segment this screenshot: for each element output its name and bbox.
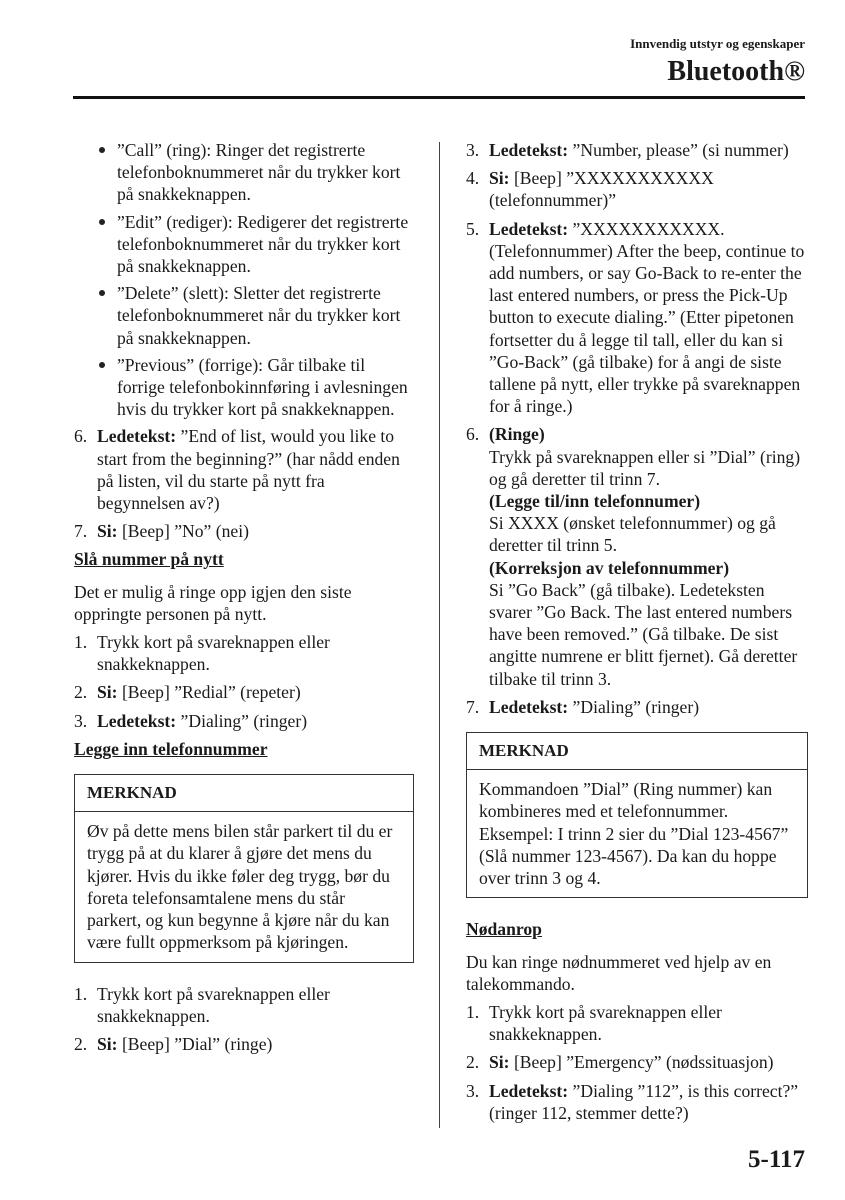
step-number: 2. bbox=[74, 1033, 88, 1054]
step-number: 2. bbox=[74, 682, 88, 703]
page-number: 5-117 bbox=[748, 1146, 805, 1173]
step-text: ”Number, please” (si nummer) bbox=[568, 140, 789, 160]
step-number: 2. bbox=[466, 1052, 480, 1073]
step-keyword: Si: bbox=[489, 168, 510, 189]
step-keyword: Ledetekst: bbox=[97, 426, 177, 447]
step-item bbox=[74, 631, 414, 675]
step-list bbox=[74, 425, 414, 542]
step-subheading: (Korreksjon av telefonnummer) bbox=[489, 557, 730, 578]
redial-step-list bbox=[74, 631, 414, 732]
step-keyword: Si: bbox=[97, 521, 118, 542]
step-item bbox=[74, 520, 414, 542]
step-number: 7. bbox=[74, 521, 88, 542]
bullet-item bbox=[74, 354, 414, 421]
dial-step-list bbox=[466, 139, 808, 718]
step-text: Si XXXX (ønsket telefonnummer) og gå deretter til trinn 5. bbox=[489, 513, 776, 556]
step-subheading: (Legge til/inn telefonnumer) bbox=[489, 491, 701, 512]
step-text: Trykk kort på svareknappen eller snakkeknappen. bbox=[97, 632, 330, 675]
right-column bbox=[466, 139, 808, 1130]
step-item bbox=[466, 696, 808, 718]
step-item bbox=[466, 167, 808, 211]
step-text: Trykk kort på svareknappen eller snakkeknappen. bbox=[489, 1001, 722, 1045]
step-text: ”Dialing ”112”, is this correct?” (ringer 112, stemmer dette?) bbox=[489, 1080, 799, 1123]
step-text: [Beep] ”Redial” (repeter) bbox=[117, 682, 301, 703]
step-number: 5. bbox=[466, 218, 480, 239]
redial-heading: Slå nummer på nytt bbox=[74, 549, 224, 570]
step-number: 7. bbox=[466, 696, 480, 717]
step-number: 3. bbox=[466, 1080, 480, 1101]
note-body: Kommandoen ”Dial” (Ring nummer) kan kombineres med et telefonnummer. Eksempel: I trinn 2 sier du ”Dial 123-4567” (Slå nummer 123-4567). Da kan du hoppe over trinn 3 og 4. bbox=[479, 779, 789, 889]
step-item bbox=[74, 425, 414, 514]
page-title: Bluetooth® bbox=[667, 56, 805, 87]
left-column bbox=[74, 139, 414, 1061]
step-text: [Beep] ”Dial” (ringe) bbox=[117, 1033, 273, 1054]
step-item bbox=[74, 681, 414, 703]
bullet-dot-icon bbox=[99, 362, 105, 368]
step-number: 3. bbox=[74, 710, 88, 731]
step-number: 1. bbox=[74, 983, 88, 1004]
step-text: ”End of list, would you like to start from the beginning?” (har nådd enden på listen, vil du starte på nytt fra begynnelsen av?) bbox=[97, 426, 400, 514]
step-text: [Beep] ”No” (nei) bbox=[117, 521, 249, 542]
step-item bbox=[466, 1080, 808, 1124]
step-number: 4. bbox=[466, 168, 480, 189]
step-text: ”Dialing” (ringer) bbox=[568, 696, 700, 717]
step-keyword: Si: bbox=[489, 1052, 510, 1073]
step-item bbox=[466, 1001, 808, 1045]
step-keyword: Si: bbox=[97, 1033, 118, 1054]
bullet-text: ”Call” (ring): Ringer det registrerte telefonboknummeret når du trykker kort på snakkeknappen. bbox=[117, 140, 401, 205]
step-item bbox=[466, 139, 808, 161]
step-item bbox=[74, 710, 414, 732]
step-keyword: Ledetekst: bbox=[489, 1080, 569, 1101]
step-keyword: Ledetekst: bbox=[489, 140, 569, 160]
section-title: Innvendig utstyr og egenskaper bbox=[630, 36, 805, 51]
emergency-heading: Nødanrop bbox=[466, 919, 542, 940]
note-box bbox=[466, 732, 808, 898]
bullet-text: ”Delete” (slett): Sletter det registrerte telefonboknummeret når du trykker kort på snakkeknappen. bbox=[117, 283, 401, 348]
bullet-item bbox=[74, 282, 414, 349]
step-item bbox=[74, 983, 414, 1027]
emergency-step-list bbox=[466, 1001, 808, 1124]
step-text: Si ”Go Back” (gå tilbake). Ledeteksten svarer ”Go Back. The last entered numbers have been removed.” (Gå tilbake. De sist angitte numrene er blitt fjernet). Gå deretter tilbake til trinn 3. bbox=[489, 579, 798, 689]
step-keyword: Ledetekst: bbox=[489, 218, 569, 239]
step-text: Trykk kort på svareknappen eller snakkeknappen. bbox=[97, 983, 330, 1026]
step-text: ”Dialing” (ringer) bbox=[176, 710, 308, 731]
step-keyword: Si: bbox=[97, 682, 118, 703]
bullet-item bbox=[74, 211, 414, 278]
option-bullet-list bbox=[74, 139, 414, 420]
enter-step-list bbox=[74, 983, 414, 1056]
step-text: [Beep] ”Emergency” (nødssituasjon) bbox=[509, 1052, 774, 1073]
step-keyword: Ledetekst: bbox=[489, 696, 569, 717]
note-heading: MERKNAD bbox=[467, 733, 807, 770]
bullet-text: ”Previous” (forrige): Går tilbake til forrige telefonbokinnføring i avlesningen hvis du trykker kort på snakkeknappen. bbox=[117, 354, 408, 420]
note-heading: MERKNAD bbox=[75, 775, 413, 812]
bullet-dot-icon bbox=[99, 147, 105, 153]
step-number: 6. bbox=[74, 426, 88, 447]
bullet-text: ”Edit” (rediger): Redigerer det registrerte telefonboknummeret når du trykker kort på snakkeknappen. bbox=[117, 211, 409, 277]
step-item bbox=[466, 423, 808, 689]
bullet-item bbox=[74, 139, 414, 206]
step-item bbox=[466, 218, 808, 418]
enter-number-heading: Legge inn telefonnummer bbox=[74, 738, 268, 759]
bullet-dot-icon bbox=[99, 219, 105, 225]
step-text: ”XXXXXXXXXXX. (Telefonnummer) After the beep, continue to add numbers, or say Go-Back to re-enter the last entered numbers, or press the Pick-Up button to execute dialing.” (Etter pipetonen fortsetter du å legge til tall, eller du kan si ”Go-Back” (gå tilbake) for å angi de siste tallene på nytt, eller trykke på svareknappen for å ringe.) bbox=[489, 218, 805, 417]
column-divider bbox=[439, 142, 440, 1128]
note-body: Øv på dette mens bilen står parkert til du er trygg på at du klarer å gjøre det mens du kjører. Hvis du ikke føler deg trygg, bør du foreta telefonsamtalene mens du står parkert, og kun begynne å kjøre når du kan være fullt oppmerksom på kjøringen. bbox=[87, 821, 393, 953]
step-item bbox=[466, 1051, 808, 1073]
header-rule bbox=[73, 96, 805, 99]
step-keyword: Ledetekst: bbox=[97, 710, 177, 731]
emergency-paragraph: Du kan ringe nødnummeret ved hjelp av en talekommando. bbox=[466, 951, 772, 994]
step-text: [Beep] ”XXXXXXXXXXX (telefonnummer)” bbox=[489, 168, 714, 211]
bullet-dot-icon bbox=[99, 290, 105, 296]
step-item bbox=[74, 1033, 414, 1055]
redial-paragraph: Det er mulig å ringe opp igjen den siste oppringte personen på nytt. bbox=[74, 581, 352, 624]
step-number: 1. bbox=[74, 632, 88, 653]
step-number: 6. bbox=[466, 424, 480, 445]
step-text: Trykk på svareknappen eller si ”Dial” (ring) og gå deretter til trinn 7. bbox=[489, 446, 801, 489]
step-subheading: (Ringe) bbox=[489, 424, 545, 445]
step-number: 3. bbox=[466, 140, 480, 160]
note-box bbox=[74, 774, 414, 962]
step-number: 1. bbox=[466, 1001, 480, 1022]
